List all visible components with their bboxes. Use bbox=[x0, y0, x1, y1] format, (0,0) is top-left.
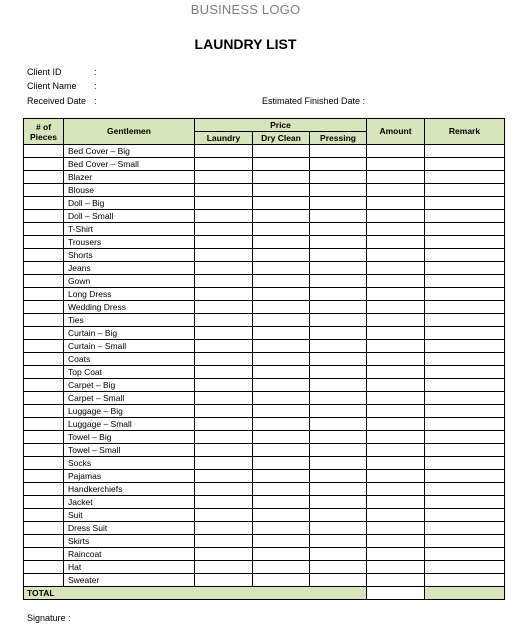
item-name: Coats bbox=[64, 353, 195, 366]
amount-cell[interactable] bbox=[367, 171, 425, 184]
amount-cell[interactable] bbox=[367, 418, 425, 431]
item-name: Socks bbox=[64, 457, 195, 470]
table-row bbox=[24, 405, 505, 418]
pieces-cell[interactable] bbox=[24, 561, 64, 574]
dry-clean-price-cell[interactable] bbox=[253, 548, 310, 561]
laundry-price-cell[interactable] bbox=[195, 535, 253, 548]
remark-cell[interactable] bbox=[425, 496, 505, 509]
dry-clean-price-cell[interactable] bbox=[253, 314, 310, 327]
table-row bbox=[24, 249, 505, 262]
pieces-cell[interactable] bbox=[24, 210, 64, 223]
pieces-cell[interactable] bbox=[24, 184, 64, 197]
table-row bbox=[24, 223, 505, 236]
dry-clean-price-cell[interactable] bbox=[253, 158, 310, 171]
item-name: Jacket bbox=[64, 496, 195, 509]
total-row bbox=[24, 587, 505, 600]
item-name: Blouse bbox=[64, 184, 195, 197]
remark-cell[interactable] bbox=[425, 392, 505, 405]
dry-clean-price-cell[interactable] bbox=[253, 171, 310, 184]
dry-clean-price-cell[interactable] bbox=[253, 509, 310, 522]
pieces-cell[interactable] bbox=[24, 314, 64, 327]
pressing-price-cell[interactable] bbox=[310, 327, 367, 340]
table-row bbox=[24, 158, 505, 171]
table-row bbox=[24, 236, 505, 249]
client-id-row bbox=[27, 67, 97, 77]
client-name-colon: : bbox=[94, 81, 97, 91]
item-name: Luggage – Big bbox=[64, 405, 195, 418]
pressing-price-cell[interactable] bbox=[310, 301, 367, 314]
laundry-price-cell[interactable] bbox=[195, 366, 253, 379]
dry-clean-price-cell[interactable] bbox=[253, 301, 310, 314]
laundry-price-cell[interactable] bbox=[195, 275, 253, 288]
pressing-price-cell[interactable] bbox=[310, 509, 367, 522]
table-row bbox=[24, 197, 505, 210]
amount-cell[interactable] bbox=[367, 184, 425, 197]
item-name: Carpet – Big bbox=[64, 379, 195, 392]
item-name: Jeans bbox=[64, 262, 195, 275]
pressing-price-cell[interactable] bbox=[310, 470, 367, 483]
amount-cell[interactable] bbox=[367, 145, 425, 158]
table-row bbox=[24, 379, 505, 392]
pieces-cell[interactable] bbox=[24, 496, 64, 509]
remark-cell[interactable] bbox=[425, 223, 505, 236]
amount-cell[interactable] bbox=[367, 197, 425, 210]
pieces-cell[interactable] bbox=[24, 431, 64, 444]
pieces-cell[interactable] bbox=[24, 275, 64, 288]
pressing-price-cell[interactable] bbox=[310, 223, 367, 236]
amount-cell[interactable] bbox=[367, 158, 425, 171]
laundry-price-cell[interactable] bbox=[195, 509, 253, 522]
item-name: Handkerchiefs bbox=[64, 483, 195, 496]
dry-clean-price-cell[interactable] bbox=[253, 197, 310, 210]
dry-clean-price-cell[interactable] bbox=[253, 470, 310, 483]
item-name: T-Shirt bbox=[64, 223, 195, 236]
pieces-cell[interactable] bbox=[24, 444, 64, 457]
dry-clean-price-cell[interactable] bbox=[253, 496, 310, 509]
amount-cell[interactable] bbox=[367, 574, 425, 587]
client-name-label: Client Name bbox=[27, 81, 77, 91]
pressing-price-cell[interactable] bbox=[310, 366, 367, 379]
dry-clean-price-cell[interactable] bbox=[253, 522, 310, 535]
item-name: Dress Suit bbox=[64, 522, 195, 535]
remark-cell[interactable] bbox=[425, 210, 505, 223]
pressing-price-cell[interactable] bbox=[310, 353, 367, 366]
laundry-price-cell[interactable] bbox=[195, 223, 253, 236]
pieces-cell[interactable] bbox=[24, 535, 64, 548]
amount-cell[interactable] bbox=[367, 561, 425, 574]
item-name: Towel – Small bbox=[64, 444, 195, 457]
amount-cell[interactable] bbox=[367, 470, 425, 483]
item-name: Curtain – Small bbox=[64, 340, 195, 353]
pressing-price-cell[interactable] bbox=[310, 522, 367, 535]
dry-clean-price-cell[interactable] bbox=[253, 418, 310, 431]
amount-cell[interactable] bbox=[367, 457, 425, 470]
item-name: Long Dress bbox=[64, 288, 195, 301]
item-name: Suit bbox=[64, 509, 195, 522]
laundry-price-cell[interactable] bbox=[195, 249, 253, 262]
pieces-cell[interactable] bbox=[24, 405, 64, 418]
laundry-price-cell[interactable] bbox=[195, 184, 253, 197]
amount-cell[interactable] bbox=[367, 535, 425, 548]
pressing-price-cell[interactable] bbox=[310, 340, 367, 353]
pieces-cell[interactable] bbox=[24, 158, 64, 171]
pressing-price-cell[interactable] bbox=[310, 418, 367, 431]
remark-cell[interactable] bbox=[425, 301, 505, 314]
table-row bbox=[24, 184, 505, 197]
client-id-label: Client ID bbox=[27, 67, 62, 77]
remark-cell[interactable] bbox=[425, 405, 505, 418]
table-row bbox=[24, 275, 505, 288]
amount-cell[interactable] bbox=[367, 262, 425, 275]
total-label: TOTAL bbox=[24, 587, 367, 600]
pressing-price-cell[interactable] bbox=[310, 483, 367, 496]
pressing-price-cell[interactable] bbox=[310, 236, 367, 249]
remark-cell[interactable] bbox=[425, 353, 505, 366]
laundry-price-cell[interactable] bbox=[195, 301, 253, 314]
received-date-label: Received Date bbox=[27, 96, 87, 106]
remark-cell[interactable] bbox=[425, 314, 505, 327]
laundry-price-cell[interactable] bbox=[195, 431, 253, 444]
dry-clean-price-cell[interactable] bbox=[253, 249, 310, 262]
laundry-price-cell[interactable] bbox=[195, 288, 253, 301]
item-name: Luggage – Small bbox=[64, 418, 195, 431]
header-laundry: Laundry bbox=[195, 132, 253, 145]
laundry-price-cell[interactable] bbox=[195, 158, 253, 171]
remark-cell[interactable] bbox=[425, 262, 505, 275]
pieces-cell[interactable] bbox=[24, 379, 64, 392]
dry-clean-price-cell[interactable] bbox=[253, 457, 310, 470]
remark-cell[interactable] bbox=[425, 171, 505, 184]
dry-clean-price-cell[interactable] bbox=[253, 340, 310, 353]
laundry-table bbox=[23, 118, 505, 600]
remark-cell[interactable] bbox=[425, 275, 505, 288]
laundry-price-cell[interactable] bbox=[195, 392, 253, 405]
dry-clean-price-cell[interactable] bbox=[253, 535, 310, 548]
laundry-price-cell[interactable] bbox=[195, 574, 253, 587]
pressing-price-cell[interactable] bbox=[310, 431, 367, 444]
dry-clean-price-cell[interactable] bbox=[253, 392, 310, 405]
item-name: Gown bbox=[64, 275, 195, 288]
table-row bbox=[24, 262, 505, 275]
remark-cell[interactable] bbox=[425, 509, 505, 522]
remark-cell[interactable] bbox=[425, 145, 505, 158]
item-name: Skirts bbox=[64, 535, 195, 548]
dry-clean-price-cell[interactable] bbox=[253, 353, 310, 366]
table-row bbox=[24, 366, 505, 379]
remark-cell[interactable] bbox=[425, 457, 505, 470]
table-row bbox=[24, 392, 505, 405]
pieces-cell[interactable] bbox=[24, 483, 64, 496]
pressing-price-cell[interactable] bbox=[310, 314, 367, 327]
total-remark-cell bbox=[425, 587, 505, 600]
table-row bbox=[24, 483, 505, 496]
laundry-price-cell[interactable] bbox=[195, 561, 253, 574]
pieces-cell[interactable] bbox=[24, 262, 64, 275]
client-name-row bbox=[27, 81, 97, 91]
table-row bbox=[24, 470, 505, 483]
remark-cell[interactable] bbox=[425, 249, 505, 262]
dry-clean-price-cell[interactable] bbox=[253, 288, 310, 301]
laundry-price-cell[interactable] bbox=[195, 483, 253, 496]
pressing-price-cell[interactable] bbox=[310, 548, 367, 561]
laundry-price-cell[interactable] bbox=[195, 145, 253, 158]
dry-clean-price-cell[interactable] bbox=[253, 275, 310, 288]
laundry-price-cell[interactable] bbox=[195, 262, 253, 275]
remark-cell[interactable] bbox=[425, 561, 505, 574]
amount-cell[interactable] bbox=[367, 340, 425, 353]
table-row bbox=[24, 340, 505, 353]
pieces-cell[interactable] bbox=[24, 548, 64, 561]
amount-cell[interactable] bbox=[367, 496, 425, 509]
remark-cell[interactable] bbox=[425, 236, 505, 249]
remark-cell[interactable] bbox=[425, 197, 505, 210]
pressing-price-cell[interactable] bbox=[310, 535, 367, 548]
laundry-price-cell[interactable] bbox=[195, 236, 253, 249]
dry-clean-price-cell[interactable] bbox=[253, 561, 310, 574]
pressing-price-cell[interactable] bbox=[310, 171, 367, 184]
dry-clean-price-cell[interactable] bbox=[253, 262, 310, 275]
amount-cell[interactable] bbox=[367, 379, 425, 392]
pressing-price-cell[interactable] bbox=[310, 288, 367, 301]
header-price: Price bbox=[195, 119, 367, 132]
amount-cell[interactable] bbox=[367, 223, 425, 236]
item-name: Raincoat bbox=[64, 548, 195, 561]
amount-cell[interactable] bbox=[367, 405, 425, 418]
pieces-cell[interactable] bbox=[24, 470, 64, 483]
header-remark: Remark bbox=[425, 119, 505, 145]
item-name: Pajamas bbox=[64, 470, 195, 483]
laundry-price-cell[interactable] bbox=[195, 327, 253, 340]
laundry-price-cell[interactable] bbox=[195, 444, 253, 457]
received-date-colon: : bbox=[94, 96, 97, 106]
item-name: Doll – Big bbox=[64, 197, 195, 210]
item-name: Wedding Dress bbox=[64, 301, 195, 314]
table-row bbox=[24, 288, 505, 301]
item-name: Hat bbox=[64, 561, 195, 574]
remark-cell[interactable] bbox=[425, 327, 505, 340]
amount-cell[interactable] bbox=[367, 288, 425, 301]
item-name: Sweater bbox=[64, 574, 195, 587]
dry-clean-price-cell[interactable] bbox=[253, 444, 310, 457]
pieces-cell[interactable] bbox=[24, 249, 64, 262]
remark-cell[interactable] bbox=[425, 418, 505, 431]
header-pieces: # of Pieces bbox=[24, 119, 64, 145]
amount-cell[interactable] bbox=[367, 431, 425, 444]
remark-cell[interactable] bbox=[425, 158, 505, 171]
amount-cell[interactable] bbox=[367, 314, 425, 327]
laundry-price-cell[interactable] bbox=[195, 197, 253, 210]
pressing-price-cell[interactable] bbox=[310, 158, 367, 171]
pressing-price-cell[interactable] bbox=[310, 275, 367, 288]
remark-cell[interactable] bbox=[425, 483, 505, 496]
table-row bbox=[24, 431, 505, 444]
pressing-price-cell[interactable] bbox=[310, 262, 367, 275]
pressing-price-cell[interactable] bbox=[310, 444, 367, 457]
pieces-cell[interactable] bbox=[24, 327, 64, 340]
table-row bbox=[24, 548, 505, 561]
amount-cell[interactable] bbox=[367, 353, 425, 366]
pieces-cell[interactable] bbox=[24, 340, 64, 353]
remark-cell[interactable] bbox=[425, 535, 505, 548]
amount-cell[interactable] bbox=[367, 522, 425, 535]
laundry-price-cell[interactable] bbox=[195, 171, 253, 184]
item-name: Trousers bbox=[64, 236, 195, 249]
header-pressing: Pressing bbox=[310, 132, 367, 145]
remark-cell[interactable] bbox=[425, 379, 505, 392]
business-logo: BUSINESS LOGO bbox=[190, 2, 301, 17]
pressing-price-cell[interactable] bbox=[310, 405, 367, 418]
remark-cell[interactable] bbox=[425, 184, 505, 197]
table-row bbox=[24, 535, 505, 548]
item-name: Ties bbox=[64, 314, 195, 327]
pressing-price-cell[interactable] bbox=[310, 496, 367, 509]
laundry-price-cell[interactable] bbox=[195, 353, 253, 366]
remark-cell[interactable] bbox=[425, 340, 505, 353]
remark-cell[interactable] bbox=[425, 288, 505, 301]
table-row bbox=[24, 353, 505, 366]
dry-clean-price-cell[interactable] bbox=[253, 431, 310, 444]
pieces-cell[interactable] bbox=[24, 522, 64, 535]
pieces-cell[interactable] bbox=[24, 418, 64, 431]
table-row bbox=[24, 496, 505, 509]
amount-cell[interactable] bbox=[367, 548, 425, 561]
pressing-price-cell[interactable] bbox=[310, 145, 367, 158]
signature-label: Signature : bbox=[27, 613, 71, 623]
amount-cell[interactable] bbox=[367, 392, 425, 405]
laundry-price-cell[interactable] bbox=[195, 405, 253, 418]
item-rows bbox=[24, 145, 505, 587]
pieces-cell[interactable] bbox=[24, 574, 64, 587]
table-row bbox=[24, 444, 505, 457]
pressing-price-cell[interactable] bbox=[310, 184, 367, 197]
laundry-price-cell[interactable] bbox=[195, 340, 253, 353]
table-row bbox=[24, 301, 505, 314]
pressing-price-cell[interactable] bbox=[310, 457, 367, 470]
dry-clean-price-cell[interactable] bbox=[253, 379, 310, 392]
amount-cell[interactable] bbox=[367, 301, 425, 314]
item-name: Bed Cover – Big bbox=[64, 145, 195, 158]
amount-cell[interactable] bbox=[367, 444, 425, 457]
item-name: Curtain – Big bbox=[64, 327, 195, 340]
pressing-price-cell[interactable] bbox=[310, 197, 367, 210]
pieces-cell[interactable] bbox=[24, 353, 64, 366]
header-gentlemen: Gentlemen bbox=[64, 119, 195, 145]
remark-cell[interactable] bbox=[425, 548, 505, 561]
dry-clean-price-cell[interactable] bbox=[253, 366, 310, 379]
table-row bbox=[24, 522, 505, 535]
dry-clean-price-cell[interactable] bbox=[253, 327, 310, 340]
dry-clean-price-cell[interactable] bbox=[253, 483, 310, 496]
table-row bbox=[24, 509, 505, 522]
table-row bbox=[24, 210, 505, 223]
remark-cell[interactable] bbox=[425, 444, 505, 457]
dry-clean-price-cell[interactable] bbox=[253, 405, 310, 418]
laundry-price-cell[interactable] bbox=[195, 548, 253, 561]
amount-cell[interactable] bbox=[367, 275, 425, 288]
total-amount-cell[interactable] bbox=[367, 587, 425, 600]
estimated-finished-date-label: Estimated Finished Date : bbox=[262, 96, 366, 106]
pressing-price-cell[interactable] bbox=[310, 379, 367, 392]
item-name: Doll – Small bbox=[64, 210, 195, 223]
laundry-price-cell[interactable] bbox=[195, 457, 253, 470]
remark-cell[interactable] bbox=[425, 470, 505, 483]
remark-cell[interactable] bbox=[425, 366, 505, 379]
table-row bbox=[24, 574, 505, 587]
item-name: Top Coat bbox=[64, 366, 195, 379]
item-name: Towel – Big bbox=[64, 431, 195, 444]
page-title: LAUNDRY LIST bbox=[194, 36, 297, 52]
pieces-cell[interactable] bbox=[24, 509, 64, 522]
amount-cell[interactable] bbox=[367, 509, 425, 522]
laundry-price-cell[interactable] bbox=[195, 418, 253, 431]
client-id-colon: : bbox=[94, 67, 97, 77]
laundry-price-cell[interactable] bbox=[195, 379, 253, 392]
item-name: Shorts bbox=[64, 249, 195, 262]
laundry-price-cell[interactable] bbox=[195, 470, 253, 483]
amount-cell[interactable] bbox=[367, 210, 425, 223]
pieces-cell[interactable] bbox=[24, 366, 64, 379]
table-row bbox=[24, 327, 505, 340]
dry-clean-price-cell[interactable] bbox=[253, 574, 310, 587]
laundry-price-cell[interactable] bbox=[195, 496, 253, 509]
table-row bbox=[24, 145, 505, 158]
amount-cell[interactable] bbox=[367, 236, 425, 249]
dry-clean-price-cell[interactable] bbox=[253, 145, 310, 158]
dry-clean-price-cell[interactable] bbox=[253, 236, 310, 249]
pieces-cell[interactable] bbox=[24, 171, 64, 184]
pieces-cell[interactable] bbox=[24, 392, 64, 405]
pressing-price-cell[interactable] bbox=[310, 392, 367, 405]
amount-cell[interactable] bbox=[367, 249, 425, 262]
pressing-price-cell[interactable] bbox=[310, 561, 367, 574]
amount-cell[interactable] bbox=[367, 327, 425, 340]
pressing-price-cell[interactable] bbox=[310, 574, 367, 587]
remark-cell[interactable] bbox=[425, 431, 505, 444]
item-name: Bed Cover – Small bbox=[64, 158, 195, 171]
amount-cell[interactable] bbox=[367, 483, 425, 496]
laundry-price-cell[interactable] bbox=[195, 210, 253, 223]
item-name: Carpet – Small bbox=[64, 392, 195, 405]
laundry-price-cell[interactable] bbox=[195, 522, 253, 535]
pieces-cell[interactable] bbox=[24, 145, 64, 158]
header-dry-clean: Dry Clean bbox=[253, 132, 310, 145]
dry-clean-price-cell[interactable] bbox=[253, 223, 310, 236]
pieces-cell[interactable] bbox=[24, 223, 64, 236]
table-row bbox=[24, 418, 505, 431]
item-name: Blazer bbox=[64, 171, 195, 184]
laundry-price-cell[interactable] bbox=[195, 314, 253, 327]
dry-clean-price-cell[interactable] bbox=[253, 184, 310, 197]
pieces-cell[interactable] bbox=[24, 236, 64, 249]
amount-cell[interactable] bbox=[367, 366, 425, 379]
pieces-cell[interactable] bbox=[24, 301, 64, 314]
pieces-cell[interactable] bbox=[24, 197, 64, 210]
table-row bbox=[24, 171, 505, 184]
pressing-price-cell[interactable] bbox=[310, 249, 367, 262]
remark-cell[interactable] bbox=[425, 574, 505, 587]
pieces-cell[interactable] bbox=[24, 457, 64, 470]
table-row bbox=[24, 457, 505, 470]
received-date-row bbox=[27, 96, 97, 106]
table-row bbox=[24, 314, 505, 327]
pressing-price-cell[interactable] bbox=[310, 210, 367, 223]
pieces-cell[interactable] bbox=[24, 288, 64, 301]
dry-clean-price-cell[interactable] bbox=[253, 210, 310, 223]
remark-cell[interactable] bbox=[425, 522, 505, 535]
table-row bbox=[24, 561, 505, 574]
header-amount: Amount bbox=[367, 119, 425, 145]
